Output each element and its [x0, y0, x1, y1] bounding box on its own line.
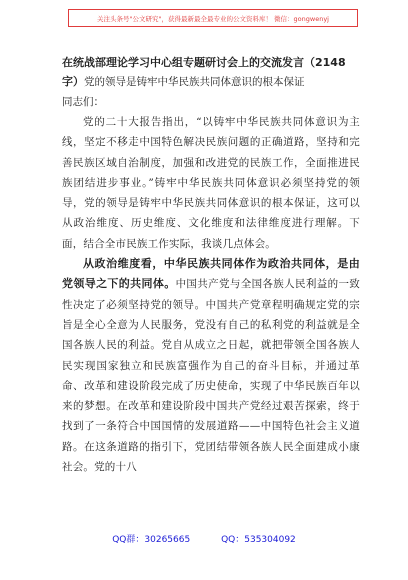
qq-group-text: QQ群：30265665 [112, 535, 191, 545]
paragraph-2 [62, 254, 360, 477]
paragraph-1: 党的二十大报告指出，“以铸牢中华民族共同体意识为主线，坚定不移走中国特色解决民族问题的正确道路，坚持和完善民族区域自治制度，加强和改进党的民族工作，全面推进民族团结进步事业。”铸牢中华民族共同体意识必须坚持党的领导，党的领导是铸牢中华民族共同体意识的根本保证，这可以从政治维度、历史维度、文化维度和法律维度进行理解。下面，结合全市民族工作实际，我谈几点体会。 [62, 116, 360, 250]
title-text: 在统战部理论学习中心组专题研讨会上的交流发言（2148字） [62, 56, 346, 88]
greeting: 同志们： [62, 96, 104, 108]
promo-banner: 关注头条号"公文研究"，获得最新最全最专业的公文资料库！ 微信：gongwenyj [68, 9, 358, 27]
document-body [62, 53, 360, 477]
paragraph-2-body: 中国共产党与全国各族人民利益的一致性决定了必须坚持党的领导。中国共产党章程明确规定党的宗旨是全心全意为人民服务，党没有自己的私利党的利益就是全国各族人民的利益。党自从成立之日起，就把带领全国各族人民实现国家独立和民族富强作为自己的奋斗目标，并通过革命、改革和建设阶段完成了历史使命，实现了中华民族百年以来的梦想。在改革和建设阶段中国共产党经过艰苦探索，终于找到了一条符合中国国情的发展道路——中国特色社会主义道路。在这条道路的指引下，党团结带领各族人民全面建成小康社会。党的十八 [62, 278, 360, 474]
subtitle-text: 党的领导是铸牢中华民族共同体意识的根本保证 [84, 76, 305, 88]
qq-text: QQ：535304092 [221, 535, 296, 545]
footer-contacts [0, 532, 408, 545]
document-title [62, 53, 360, 92]
paragraph-2-lead: 从政治维度看，中华民族共同体作为政治共同体，是由党领导之下的共同体。 [62, 257, 360, 291]
